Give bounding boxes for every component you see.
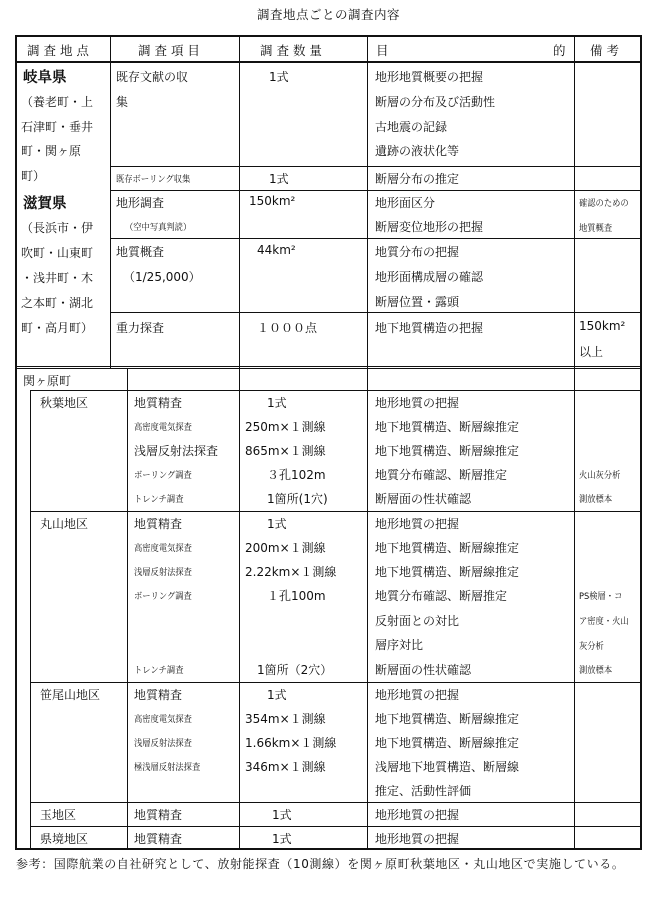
quantity-cell: 2.22km×１測線 — [245, 565, 337, 579]
purpose-cell: 地形面区分 — [375, 196, 436, 210]
purpose-cell: 地形地質の把握 — [375, 808, 460, 822]
item-cell: トレンチ調査 — [134, 495, 184, 505]
purpose-cell: 地下地質構造の把握 — [375, 321, 484, 335]
row-divider — [30, 511, 640, 512]
purpose-cell: 断層位置・露頭 — [375, 295, 460, 309]
item-cell: 既存文献の収 — [116, 70, 189, 84]
purpose-cell: 推定、活動性評価 — [375, 784, 472, 798]
gifu-line: （養老町・上 — [21, 95, 94, 109]
shiga-line: （長浜市・伊 — [21, 221, 94, 235]
row-divider — [110, 238, 640, 239]
col-divider — [574, 37, 575, 850]
purpose-cell: 反射面との対比 — [375, 614, 460, 628]
col-divider — [367, 37, 368, 850]
remarks-cell: PS検層・コ — [579, 592, 623, 602]
shiga-line: 之本町・湖北 — [21, 296, 94, 310]
quantity-cell: 44km² — [257, 243, 296, 257]
quantity-cell: 250m×１測線 — [245, 420, 326, 434]
quantity-cell: 150km² — [249, 194, 296, 208]
quantity-cell: 1式 — [269, 172, 289, 186]
item-cell: 高密度電気探査 — [134, 544, 192, 554]
item-cell: 浅層反射法探査 — [134, 568, 192, 578]
col-divider — [127, 368, 128, 850]
header-item: 調 査 項 目 — [138, 43, 200, 58]
row-divider — [30, 682, 640, 683]
group2-name: 関ヶ原町 — [23, 374, 72, 388]
gifu-line: 石津町・垂井 — [21, 120, 94, 134]
area-name: 笹尾山地区 — [40, 688, 101, 702]
area-name: 県境地区 — [40, 832, 89, 846]
group-divider — [17, 368, 640, 369]
reference-note: 参考：国際航業の自社研究として、放射能探査（10測線）を関ヶ原町秋葉地区・丸山地区で実施している。 — [16, 857, 625, 871]
quantity-cell: 354m×１測線 — [245, 712, 326, 726]
purpose-cell: 地下地質構造、断層線推定 — [375, 565, 520, 579]
purpose-cell: 地質分布確認、断層推定 — [375, 589, 508, 603]
purpose-cell: 地形面構成層の確認 — [375, 270, 484, 284]
purpose-cell: 地形地質の把握 — [375, 517, 460, 531]
item-cell: （1/25,000） — [123, 270, 201, 284]
area-name: 玉地区 — [40, 808, 77, 822]
table-title: 調査地点ごとの調査内容 — [256, 7, 400, 22]
purpose-cell: 遺跡の液状化等 — [375, 144, 460, 158]
item-cell: 極浅層反射法探査 — [134, 763, 201, 773]
quantity-cell: 1箇所(1穴) — [267, 492, 328, 506]
purpose-cell: 断層面の性状確認 — [375, 492, 472, 506]
item-cell: 高密度電気探査 — [134, 715, 192, 725]
item-cell: 浅層反射法探査 — [134, 739, 192, 749]
item-cell: 既存ボーリング収集 — [116, 175, 191, 185]
row-divider — [110, 166, 640, 167]
purpose-cell: 断層変位地形の把握 — [375, 220, 484, 234]
remarks-cell: 測放標本 — [579, 495, 613, 505]
quantity-cell: 1式 — [267, 396, 287, 410]
item-cell: 集 — [116, 95, 129, 109]
row-divider — [30, 390, 640, 391]
item-cell: 重力探査 — [116, 321, 165, 335]
remarks-cell: 地質概査 — [579, 224, 613, 234]
quantity-cell: 1式 — [267, 517, 287, 531]
shiga-line: 町・高月町） — [21, 321, 94, 335]
item-cell: 地質精査 — [134, 517, 183, 531]
header-purpose-left: 目 — [376, 43, 389, 58]
purpose-cell: 地質分布の把握 — [375, 245, 460, 259]
row-divider — [30, 802, 640, 803]
item-cell: 地質精査 — [134, 808, 183, 822]
purpose-cell: 地下地質構造、断層線推定 — [375, 444, 520, 458]
purpose-cell: 地形地質の把握 — [375, 396, 460, 410]
quantity-cell: 1式 — [269, 70, 289, 84]
header-purpose-right: 的 — [553, 43, 566, 58]
gifu-line: 町・関ヶ原 — [21, 144, 82, 158]
col-divider — [239, 37, 240, 850]
header-location: 調 査 地 点 — [27, 43, 89, 58]
quantity-cell: 1式 — [272, 808, 292, 822]
remarks-cell: 150km² — [579, 319, 626, 333]
purpose-cell: 地下地質構造、断層線推定 — [375, 420, 520, 434]
quantity-cell: 200m×１測線 — [245, 541, 326, 555]
remarks-cell: 灰分析 — [579, 642, 604, 652]
quantity-cell: 346m×１測線 — [245, 760, 326, 774]
purpose-cell: 地形地質の把握 — [375, 832, 460, 846]
quantity-cell: １０００点 — [257, 321, 318, 335]
quantity-cell: 1.66km×１測線 — [245, 736, 337, 750]
shiga-name: 滋賀県 — [23, 196, 67, 212]
purpose-cell: 断層分布の推定 — [375, 172, 460, 186]
quantity-cell: 865m×１測線 — [245, 444, 326, 458]
item-cell: ボーリング調査 — [134, 471, 192, 481]
purpose-cell: 断層面の性状確認 — [375, 663, 472, 677]
purpose-cell: 地下地質構造、断層線推定 — [375, 541, 520, 555]
item-cell: 地質精査 — [134, 832, 183, 846]
header-remarks: 備 考 — [590, 43, 619, 58]
row-divider — [30, 826, 640, 827]
item-cell: トレンチ調査 — [134, 666, 184, 676]
remarks-cell: ア密度・火山 — [579, 617, 629, 627]
row-divider — [110, 312, 640, 313]
group-divider — [17, 366, 640, 367]
gifu-line: 町） — [21, 169, 46, 183]
purpose-cell: 地質分布確認、断層推定 — [375, 468, 508, 482]
item-cell: ボーリング調査 — [134, 592, 192, 602]
remarks-cell: 確認のための — [579, 199, 629, 209]
shiga-line: 吹町・山東町 — [21, 246, 94, 260]
purpose-cell: 地下地質構造、断層線推定 — [375, 736, 520, 750]
col-divider — [110, 37, 111, 368]
quantity-cell: 1箇所（2穴） — [257, 663, 333, 677]
header-quantity: 調 査 数 量 — [260, 43, 322, 58]
item-cell: 高密度電気探査 — [134, 423, 192, 433]
shiga-line: ・浅井町・木 — [21, 271, 94, 285]
item-cell: 地質精査 — [134, 688, 183, 702]
gifu-name: 岐阜県 — [23, 70, 67, 86]
indent-divider — [30, 390, 31, 850]
item-cell: 浅層反射法探査 — [134, 444, 219, 458]
quantity-cell: ３孔102m — [267, 468, 326, 482]
quantity-cell: 1式 — [272, 832, 292, 846]
area-name: 秋葉地区 — [40, 396, 89, 410]
item-cell: （空中写真判読） — [125, 223, 192, 233]
quantity-cell: １孔100m — [267, 589, 326, 603]
area-name: 丸山地区 — [40, 517, 89, 531]
item-cell: 地質概査 — [116, 245, 165, 259]
purpose-cell: 古地震の記録 — [375, 120, 448, 134]
purpose-cell: 地形地質の把握 — [375, 688, 460, 702]
remarks-cell: 測放標本 — [579, 666, 613, 676]
header-divider — [17, 61, 640, 63]
survey-table — [15, 35, 642, 850]
purpose-cell: 浅層地下地質構造、断層線 — [375, 760, 520, 774]
row-divider — [110, 190, 640, 191]
purpose-cell: 地下地質構造、断層線推定 — [375, 712, 520, 726]
purpose-cell: 断層の分布及び活動性 — [375, 95, 496, 109]
purpose-cell: 地形地質概要の把握 — [375, 70, 484, 84]
item-cell: 地形調査 — [116, 196, 165, 210]
item-cell: 地質精査 — [134, 396, 183, 410]
quantity-cell: 1式 — [267, 688, 287, 702]
remarks-cell: 火山灰分析 — [579, 471, 621, 481]
purpose-cell: 層序対比 — [375, 638, 424, 652]
remarks-cell: 以上 — [579, 345, 604, 359]
